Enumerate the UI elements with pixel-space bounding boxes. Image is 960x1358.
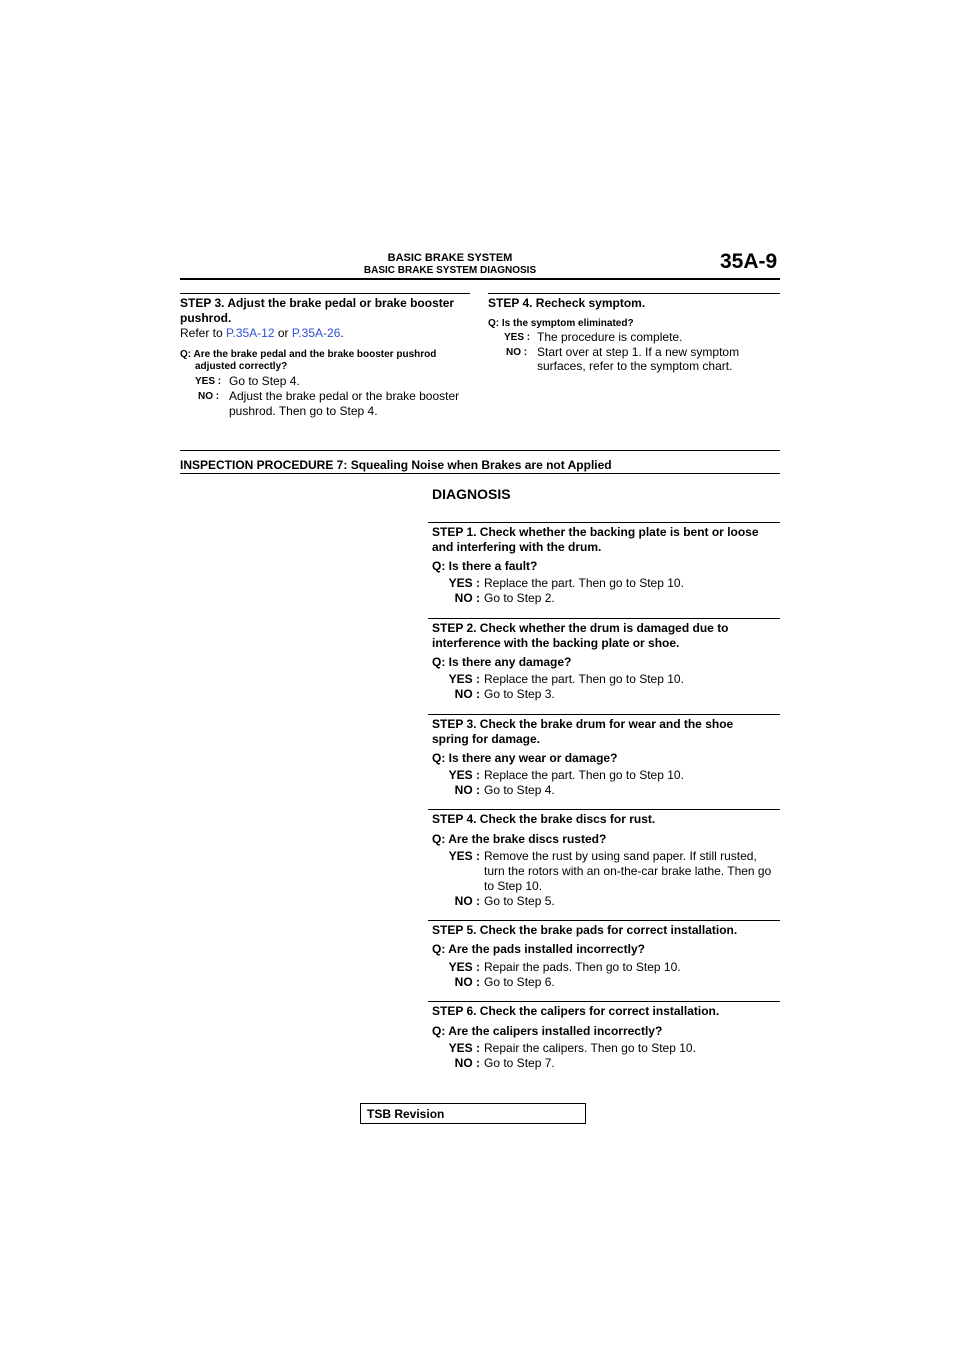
no-label: NO : bbox=[454, 975, 480, 989]
divider bbox=[428, 809, 780, 810]
yes-answer-line3: to Step 10. bbox=[484, 879, 543, 893]
tsb-revision-label: TSB Revision bbox=[367, 1107, 445, 1121]
no-label: NO : bbox=[454, 591, 480, 605]
page-code: 35A-9 bbox=[720, 250, 778, 273]
yes-answer: Replace the part. Then go to Step 10. bbox=[484, 576, 684, 590]
step3b-title-line1: STEP 3. Check the brake drum for wear and the shoe bbox=[432, 717, 734, 731]
recheck-question: Q: Is the symptom eliminated? bbox=[488, 318, 634, 329]
step6-title: STEP 6. Check the calipers for correct installation. bbox=[432, 1004, 720, 1018]
step3-question-line2: adjusted correctly? bbox=[195, 361, 288, 372]
step3-question-line1: Q: Are the brake pedal and the brake booster pushrod bbox=[180, 349, 437, 360]
refer-mid: or bbox=[274, 326, 292, 340]
ref-link-1[interactable]: P.35A-12 bbox=[226, 326, 275, 340]
step3b-question: Q: Is there any wear or damage? bbox=[432, 751, 618, 765]
yes-answer-line2: turn the rotors with an on-the-car brake lathe. Then go bbox=[484, 864, 772, 878]
no-answer-line2: pushrod. Then go to Step 4. bbox=[229, 404, 378, 418]
header-rule bbox=[180, 278, 780, 280]
yes-label: YES : bbox=[504, 332, 531, 343]
divider bbox=[180, 473, 780, 474]
step2-title-line2: interference with the backing plate or shoe. bbox=[432, 636, 680, 650]
step4b-title: STEP 4. Check the brake discs for rust. bbox=[432, 812, 656, 826]
step2-question: Q: Is there any damage? bbox=[432, 655, 572, 669]
step5-title: STEP 5. Check the brake pads for correct installation. bbox=[432, 923, 738, 937]
step4b-question: Q: Are the brake discs rusted? bbox=[432, 832, 607, 846]
diagnosis-heading: DIAGNOSIS bbox=[432, 486, 511, 502]
divider bbox=[428, 618, 780, 619]
no-answer: Go to Step 3. bbox=[484, 687, 555, 701]
step3b-title-line2: spring for damage. bbox=[432, 732, 541, 746]
no-label: NO : bbox=[454, 783, 480, 797]
no-answer: Go to Step 6. bbox=[484, 975, 555, 989]
yes-label: YES : bbox=[448, 768, 480, 782]
no-label: NO : bbox=[454, 1056, 480, 1070]
no-answer-line1: Adjust the brake pedal or the brake booster bbox=[229, 389, 460, 403]
yes-answer-line1: Remove the rust by using sand paper. If still rusted, bbox=[484, 849, 757, 863]
yes-answer: Replace the part. Then go to Step 10. bbox=[484, 672, 684, 686]
no-answer: Go to Step 7. bbox=[484, 1056, 555, 1070]
yes-answer: Go to Step 4. bbox=[229, 374, 300, 388]
step5-question: Q: Are the pads installed incorrectly? bbox=[432, 942, 645, 956]
yes-label: YES : bbox=[448, 672, 480, 686]
divider bbox=[180, 293, 470, 294]
recheck-title: STEP 4. Recheck symptom. bbox=[488, 296, 646, 310]
divider bbox=[428, 920, 780, 921]
yes-answer: Repair the pads. Then go to Step 10. bbox=[484, 960, 681, 974]
step6-question: Q: Are the calipers installed incorrectly? bbox=[432, 1024, 663, 1038]
no-answer: Go to Step 5. bbox=[484, 894, 555, 908]
no-answer: Go to Step 4. bbox=[484, 783, 555, 797]
no-label: NO : bbox=[454, 894, 480, 908]
no-label: NO : bbox=[198, 391, 220, 402]
divider bbox=[488, 293, 780, 294]
yes-label: YES : bbox=[448, 960, 480, 974]
step1-question: Q: Is there a fault? bbox=[432, 559, 538, 573]
yes-answer: Replace the part. Then go to Step 10. bbox=[484, 768, 684, 782]
ref-link-2[interactable]: P.35A-26 bbox=[291, 326, 341, 340]
yes-answer: Repair the calipers. Then go to Step 10. bbox=[484, 1041, 696, 1055]
yes-label: YES : bbox=[448, 849, 480, 863]
refer-line bbox=[180, 326, 344, 340]
procedure-title: INSPECTION PROCEDURE 7: Squealing Noise when Brakes are not Applied bbox=[180, 458, 612, 472]
no-label: NO : bbox=[506, 347, 528, 358]
header-subtitle: BASIC BRAKE SYSTEM DIAGNOSIS bbox=[363, 265, 537, 276]
no-answer: Go to Step 2. bbox=[484, 591, 555, 605]
refer-prefix: Refer to bbox=[180, 326, 227, 340]
yes-label: YES : bbox=[448, 1041, 480, 1055]
step3-title: STEP 3. Adjust the brake pedal or brake booster pushrod. bbox=[180, 296, 455, 325]
no-answer-line1: Start over at step 1. If a new symptom bbox=[537, 345, 740, 359]
divider bbox=[180, 450, 780, 451]
header-title: BASIC BRAKE SYSTEM bbox=[387, 252, 513, 264]
divider bbox=[428, 714, 780, 715]
divider bbox=[428, 1001, 780, 1002]
step1-title-line1: STEP 1. Check whether the backing plate is bent or loose bbox=[432, 525, 759, 539]
no-label: NO : bbox=[454, 687, 480, 701]
yes-label: YES : bbox=[448, 576, 480, 590]
yes-label: YES : bbox=[195, 376, 222, 387]
step1-title-line2: and interfering with the drum. bbox=[432, 540, 602, 554]
no-answer-line2: surfaces, refer to the symptom chart. bbox=[537, 359, 733, 373]
step2-title-line1: STEP 2. Check whether the drum is damaged due to bbox=[432, 621, 729, 635]
refer-suffix: . bbox=[340, 326, 344, 340]
divider bbox=[428, 522, 780, 523]
yes-answer: The procedure is complete. bbox=[537, 330, 683, 344]
